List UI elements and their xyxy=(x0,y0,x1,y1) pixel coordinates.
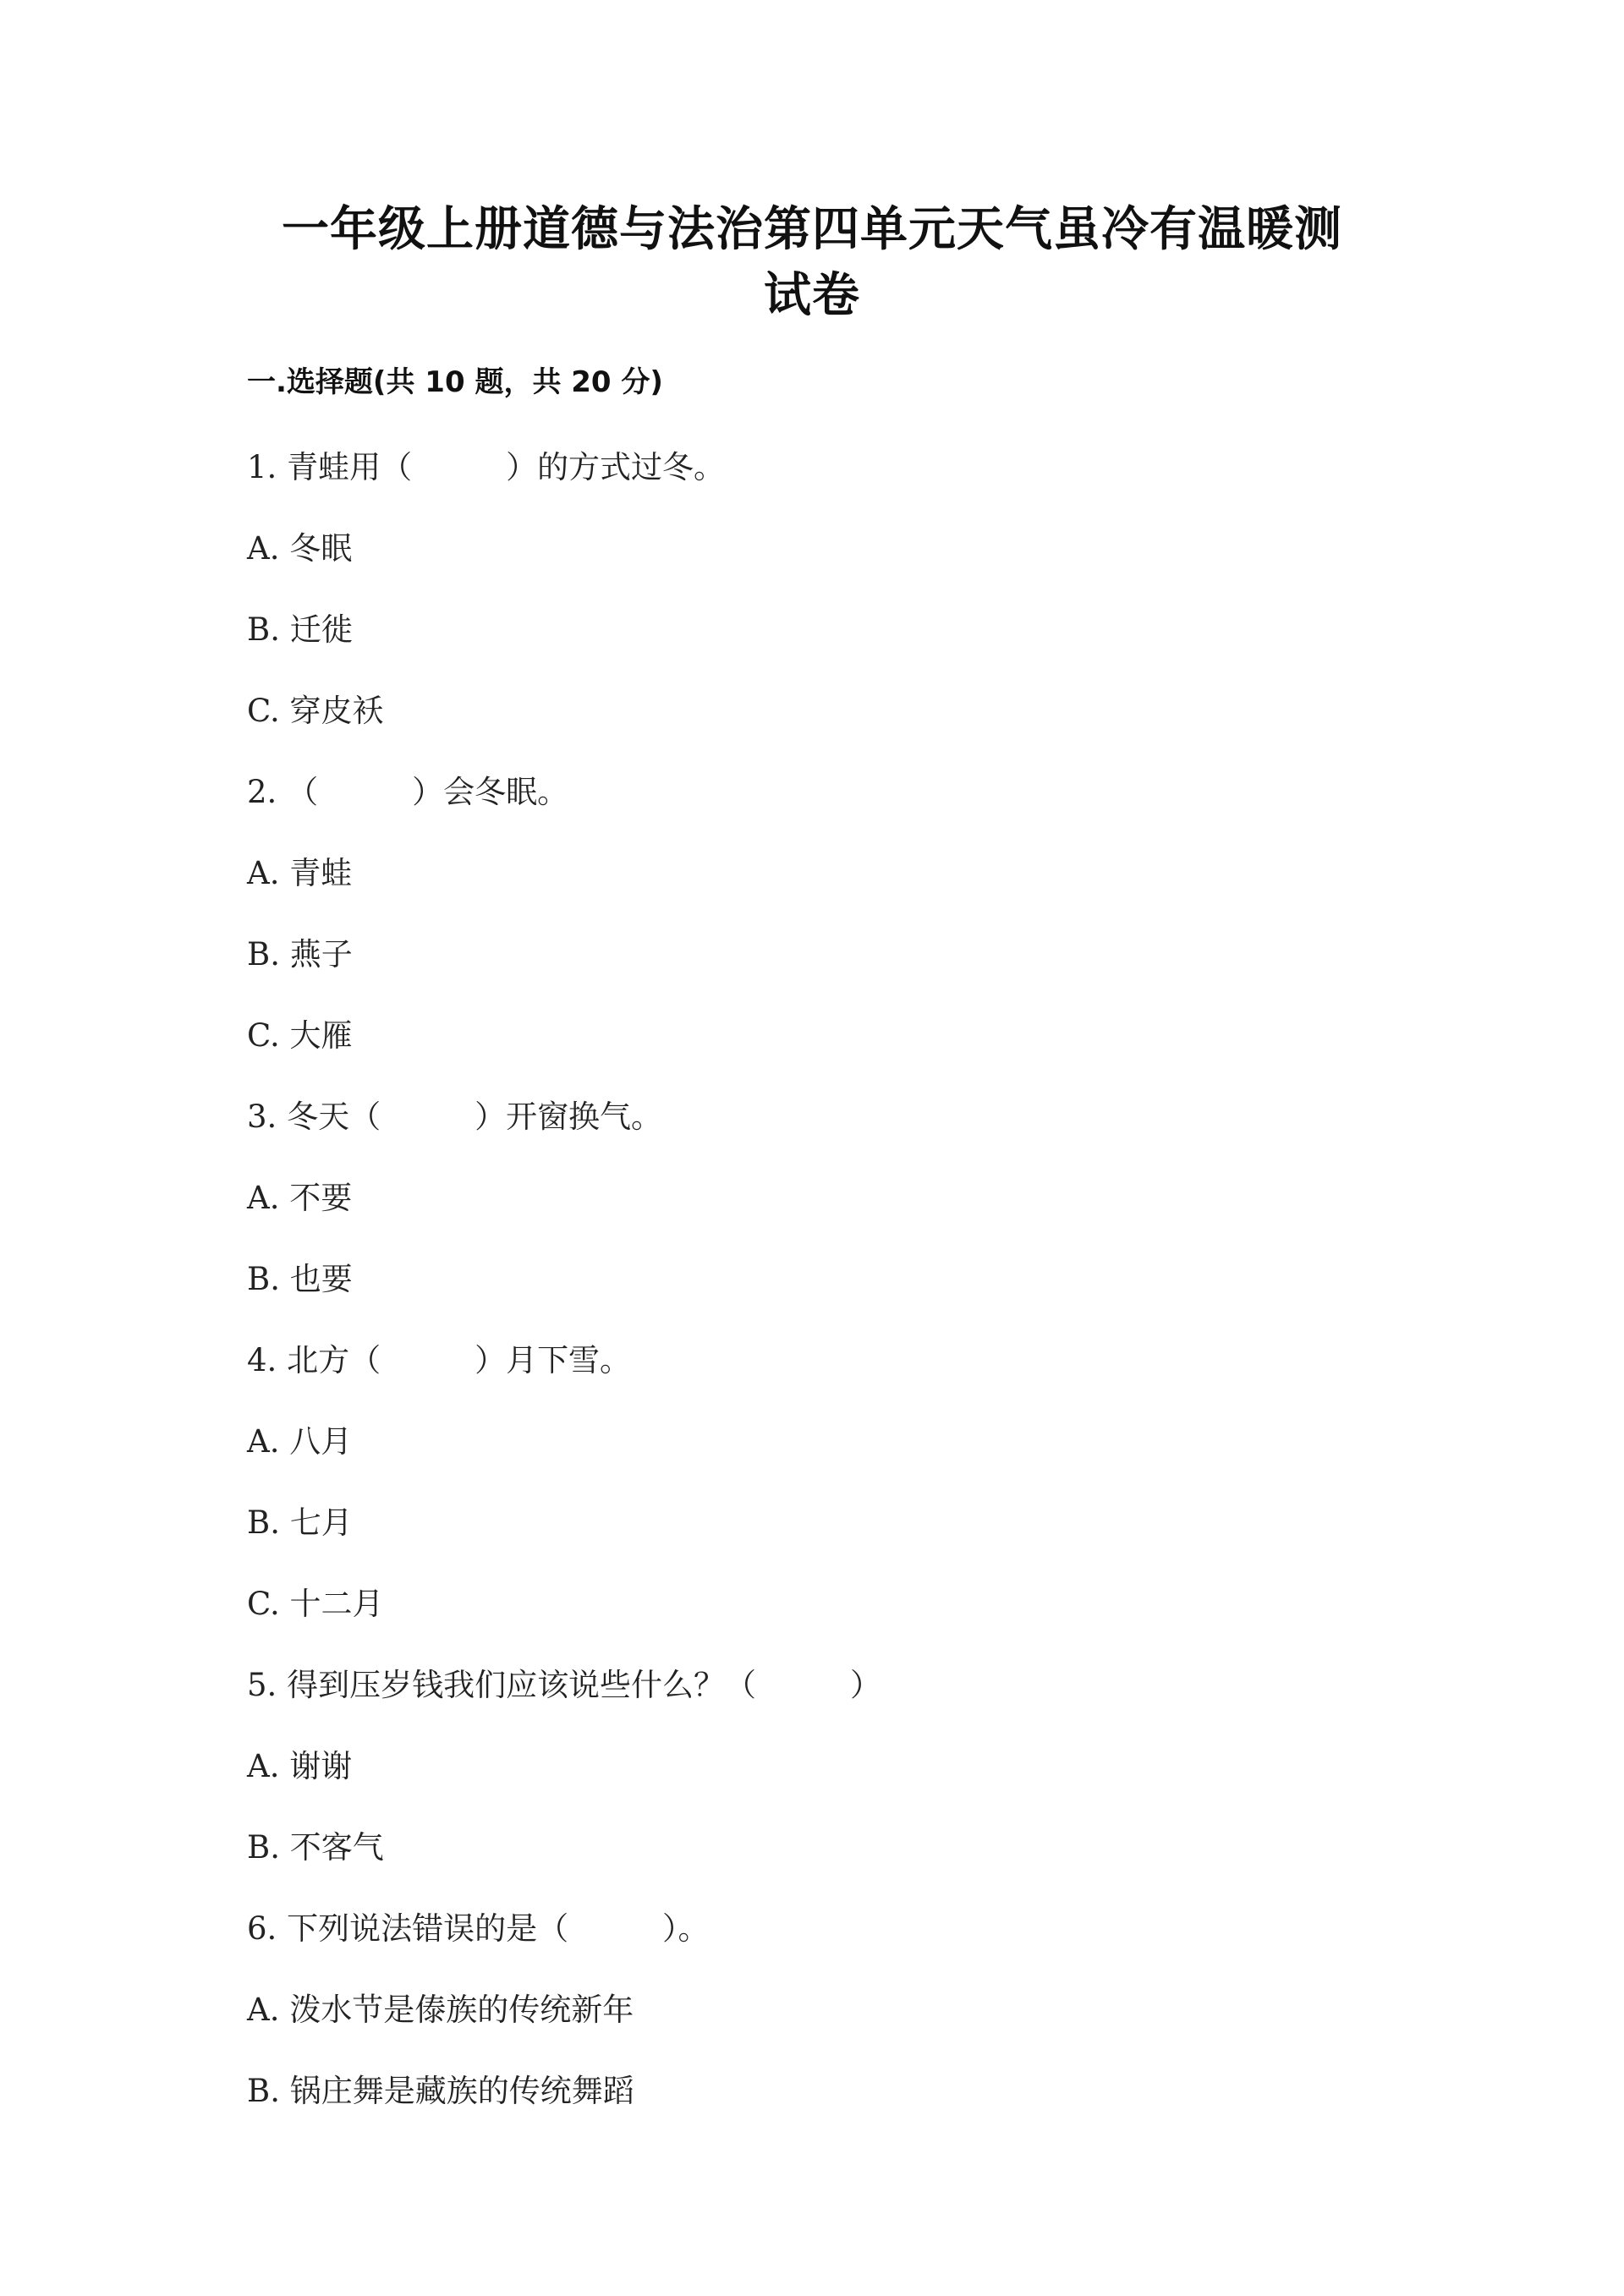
question-2-option-b: B. 燕子 xyxy=(247,936,353,973)
exam-title-line-2: 试卷 xyxy=(764,268,860,323)
question-1-option-c: C. 穿皮袄 xyxy=(247,693,384,729)
question-1-stem: 1. 青蛙用（ ）的方式过冬。 xyxy=(247,449,726,485)
question-6-option-b: B. 锅庄舞是藏族的传统舞蹈 xyxy=(247,2073,634,2109)
question-6-option-a: A. 泼水节是傣族的传统新年 xyxy=(247,1992,634,2028)
question-4-option-a: A. 八月 xyxy=(247,1423,353,1460)
section-heading: 一.选择题(共 10 题，共 20 分) xyxy=(247,365,663,399)
question-2-option-c: C. 大雁 xyxy=(247,1017,353,1054)
question-1-option-b: B. 迁徙 xyxy=(247,611,353,648)
question-4-option-b: B. 七月 xyxy=(247,1504,353,1541)
question-4-option-c: C. 十二月 xyxy=(247,1586,384,1622)
question-3-option-a: A. 不要 xyxy=(247,1180,353,1216)
question-6-stem: 6. 下列说法错误的是（ ）。 xyxy=(247,1910,710,1947)
question-1-option-a: A. 冬眠 xyxy=(247,530,353,567)
question-5-stem: 5. 得到压岁钱我们应该说些什么？（ ） xyxy=(247,1667,882,1703)
question-5-option-b: B. 不客气 xyxy=(247,1829,384,1866)
question-3-option-b: B. 也要 xyxy=(247,1261,353,1297)
question-2-stem: 2. （ ）会冬眠。 xyxy=(247,774,569,810)
question-5-option-a: A. 谢谢 xyxy=(247,1748,353,1784)
question-2-option-a: A. 青蛙 xyxy=(247,855,353,891)
question-4-stem: 4. 北方（ ）月下雪。 xyxy=(247,1342,632,1378)
exam-title-line-1: 一年级上册道德与法治第四单元天气虽冷有温暖测 xyxy=(282,202,1342,257)
question-3-stem: 3. 冬天（ ）开窗换气。 xyxy=(247,1099,663,1135)
